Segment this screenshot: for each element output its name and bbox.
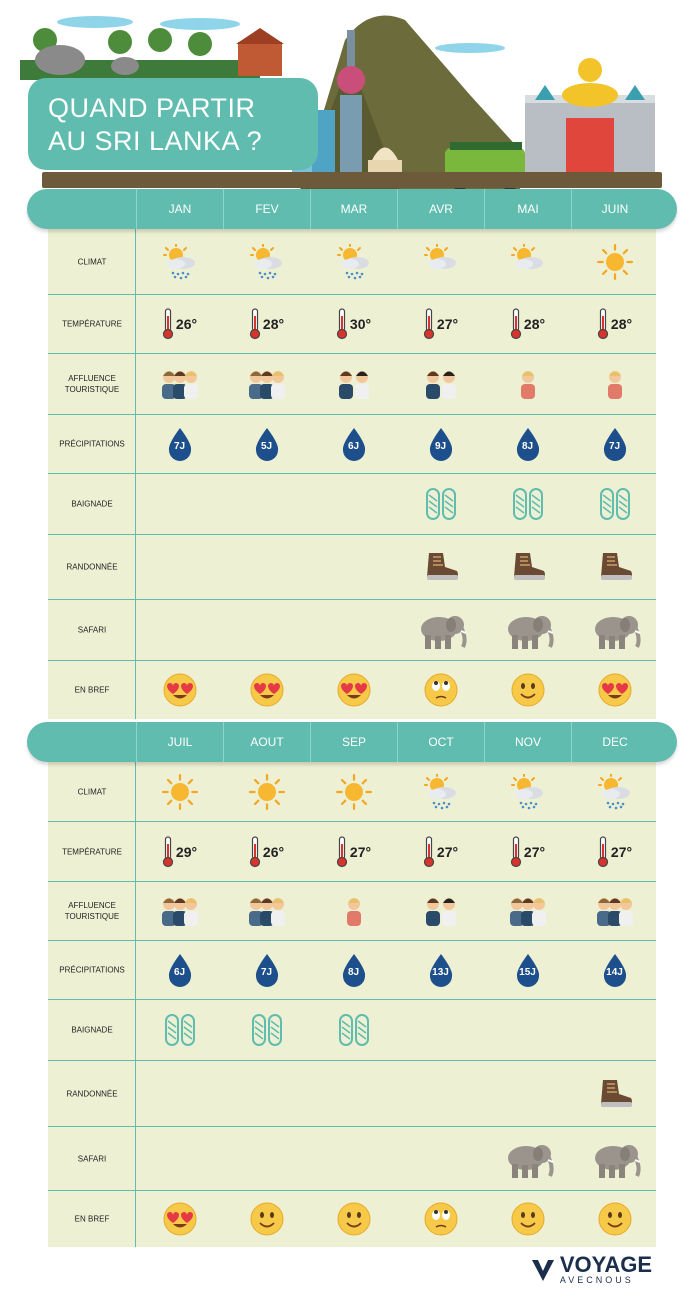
rain-drop-icon xyxy=(254,427,280,461)
cell-temperature xyxy=(397,295,484,353)
rain-days-value: 6J xyxy=(347,441,360,452)
flip-flops-icon xyxy=(571,474,658,534)
cell-precipitations xyxy=(136,415,223,473)
cell-precipitations xyxy=(571,415,658,473)
cell-baignade xyxy=(223,474,310,534)
elephant-icon xyxy=(397,600,484,660)
cell-safari xyxy=(223,600,310,660)
elephant-icon xyxy=(484,1127,571,1190)
cell-safari xyxy=(310,600,397,660)
sun-cloud-rain-icon xyxy=(397,762,484,821)
calendar-table xyxy=(48,742,656,1247)
cell-randonnee xyxy=(223,535,310,599)
temperature-value: 27° xyxy=(349,843,372,860)
temperature-value: 26° xyxy=(175,316,198,332)
logo-v-icon xyxy=(530,1257,556,1283)
cell-temperature xyxy=(223,295,310,353)
temperature-value: 26° xyxy=(262,843,285,860)
cell-temperature xyxy=(310,822,397,881)
table-row-precipitations xyxy=(48,941,656,1000)
flip-flops-icon xyxy=(397,474,484,534)
rain-drop-icon xyxy=(167,427,193,461)
eye-roll-icon xyxy=(397,661,484,719)
crowd-icon xyxy=(397,882,484,940)
row-label: CLIMAT xyxy=(77,787,107,796)
logo-sub: AVECNOUS xyxy=(559,1275,634,1285)
month-header-band xyxy=(27,722,677,762)
crowd-icon xyxy=(136,354,223,414)
cell-baignade xyxy=(397,1000,484,1060)
smile-icon xyxy=(571,1191,658,1247)
table-row-climat xyxy=(48,762,656,822)
cell-temperature xyxy=(397,822,484,881)
table-row-affluence xyxy=(48,882,656,941)
rain-drop-icon xyxy=(602,953,628,987)
flip-flops-icon xyxy=(310,1000,397,1060)
month-header: MAR xyxy=(310,189,397,229)
hiking-boot-icon xyxy=(571,1061,658,1126)
cell-precipitations xyxy=(310,415,397,473)
heart-eyes-icon xyxy=(136,1191,223,1247)
flip-flops-icon xyxy=(484,474,571,534)
month-header: SEP xyxy=(310,722,397,762)
rain-days-value: 15J xyxy=(519,967,536,978)
sun-icon xyxy=(223,762,310,821)
crowd-icon xyxy=(310,354,397,414)
sun-cloud-icon xyxy=(484,229,571,294)
crowd-icon xyxy=(571,354,658,414)
elephant-icon xyxy=(571,600,658,660)
thermometer-icon xyxy=(249,308,261,340)
temperature-value: 28° xyxy=(610,316,633,332)
cell-baignade xyxy=(310,474,397,534)
sun-icon xyxy=(136,762,223,821)
title-line-1: QUAND PARTIR xyxy=(48,93,256,123)
row-label: SAFARI xyxy=(77,625,107,635)
sun-cloud-rain-icon xyxy=(223,229,310,294)
row-label: PRÉCIPITATIONS xyxy=(59,965,125,975)
month-header: JUIL xyxy=(136,722,223,762)
sun-icon xyxy=(571,229,658,294)
table-row-en_bref xyxy=(48,1191,656,1247)
sun-icon xyxy=(310,762,397,821)
sun-cloud-rain-icon xyxy=(310,229,397,294)
cell-precipitations xyxy=(310,941,397,999)
table-row-temperature xyxy=(48,295,656,354)
table-row-baignade xyxy=(48,1000,656,1061)
hiking-boot-icon xyxy=(571,535,658,599)
row-label: BAIGNADE xyxy=(71,499,113,509)
month-header: NOV xyxy=(484,722,571,762)
cell-baignade xyxy=(136,474,223,534)
crowd-icon xyxy=(484,882,571,940)
hiking-boot-icon xyxy=(397,535,484,599)
rain-drop-icon xyxy=(602,427,628,461)
ground-strip xyxy=(42,172,662,188)
table-row-randonnee xyxy=(48,1061,656,1127)
row-label: TEMPÉRATURE xyxy=(62,847,122,856)
cell-precipitations xyxy=(484,415,571,473)
cell-safari xyxy=(397,1127,484,1190)
table-row-precipitations xyxy=(48,415,656,474)
cell-precipitations xyxy=(223,415,310,473)
rain-drop-icon xyxy=(515,427,541,461)
month-header: DEC xyxy=(571,722,658,762)
cell-randonnee xyxy=(310,535,397,599)
cell-precipitations xyxy=(397,941,484,999)
temperature-value: 28° xyxy=(523,316,546,332)
cell-safari xyxy=(136,1127,223,1190)
crowd-icon xyxy=(397,354,484,414)
month-header: JAN xyxy=(136,189,223,229)
table-row-affluence xyxy=(48,354,656,415)
rain-days-value: 5J xyxy=(260,441,273,452)
elephant-icon xyxy=(484,600,571,660)
header-illustration xyxy=(0,0,700,190)
temperature-value: 28° xyxy=(262,316,285,332)
rain-days-value: 7J xyxy=(608,441,621,452)
temperature-value: 29° xyxy=(175,843,198,860)
smile-icon xyxy=(484,1191,571,1247)
logo xyxy=(530,1252,652,1285)
rain-days-value: 6J xyxy=(173,967,186,978)
rain-drop-icon xyxy=(515,953,541,987)
rain-drop-icon xyxy=(341,953,367,987)
heart-eyes-icon xyxy=(310,661,397,719)
rain-days-value: 7J xyxy=(173,441,186,452)
sun-cloud-rain-icon xyxy=(571,762,658,821)
row-label: RANDONNÉE xyxy=(66,1089,118,1098)
crowd-icon xyxy=(571,882,658,940)
temperature-value: 27° xyxy=(436,316,459,332)
table-row-baignade xyxy=(48,474,656,535)
rain-drop-icon xyxy=(167,953,193,987)
thermometer-icon xyxy=(597,836,609,868)
row-label: RANDONNÉE xyxy=(66,562,118,572)
table-row-safari xyxy=(48,1127,656,1191)
month-header: AOUT xyxy=(223,722,310,762)
smile-icon xyxy=(223,1191,310,1247)
hiking-boot-icon xyxy=(484,535,571,599)
row-label: CLIMAT xyxy=(77,257,107,266)
table-row-randonnee xyxy=(48,535,656,600)
cell-randonnee xyxy=(136,1061,223,1126)
title-line-2: AU SRI LANKA ? xyxy=(48,126,263,156)
rain-days-value: 8J xyxy=(521,441,534,452)
heart-eyes-icon xyxy=(223,661,310,719)
sun-cloud-rain-icon xyxy=(484,762,571,821)
crowd-icon xyxy=(136,882,223,940)
table-row-safari xyxy=(48,600,656,661)
cell-safari xyxy=(223,1127,310,1190)
row-label: PRÉCIPITATIONS xyxy=(59,439,125,449)
cell-randonnee xyxy=(310,1061,397,1126)
month-header: OCT xyxy=(397,722,484,762)
thermometer-icon xyxy=(162,308,174,340)
heart-eyes-icon xyxy=(571,661,658,719)
row-label: TEMPÉRATURE xyxy=(62,319,122,329)
cell-safari xyxy=(310,1127,397,1190)
crowd-icon xyxy=(310,882,397,940)
table-row-en_bref xyxy=(48,661,656,719)
flip-flops-icon xyxy=(223,1000,310,1060)
row-label: AFFLUENCE TOURISTIQUE xyxy=(64,901,120,921)
rain-drop-icon xyxy=(428,427,454,461)
smile-icon xyxy=(310,1191,397,1247)
cell-precipitations xyxy=(571,941,658,999)
thermometer-icon xyxy=(423,836,435,868)
rain-days-value: 9J xyxy=(434,441,447,452)
temperature-value: 27° xyxy=(523,843,546,860)
month-header: MAI xyxy=(484,189,571,229)
month-header-band xyxy=(27,189,677,229)
logo-name: VOYAGE xyxy=(559,1252,652,1277)
heart-eyes-icon xyxy=(136,661,223,719)
cell-temperature xyxy=(484,822,571,881)
eye-roll-icon xyxy=(397,1191,484,1247)
sun-cloud-rain-icon xyxy=(136,229,223,294)
cell-temperature xyxy=(310,295,397,353)
cell-baignade xyxy=(571,1000,658,1060)
temperature-value: 27° xyxy=(436,843,459,860)
thermometer-icon xyxy=(162,836,174,868)
rain-days-value: 7J xyxy=(260,967,273,978)
cell-temperature xyxy=(571,822,658,881)
cell-precipitations xyxy=(484,941,571,999)
row-label: EN BREF xyxy=(74,685,110,695)
temperature-value: 27° xyxy=(610,843,633,860)
rain-drop-icon xyxy=(428,953,454,987)
rain-days-value: 8J xyxy=(347,967,360,978)
cell-randonnee xyxy=(484,1061,571,1126)
rain-days-value: 14J xyxy=(606,967,623,978)
cell-precipitations xyxy=(136,941,223,999)
cell-temperature xyxy=(136,295,223,353)
row-label: AFFLUENCE TOURISTIQUE xyxy=(64,374,120,394)
thermometer-icon xyxy=(423,308,435,340)
elephant-icon xyxy=(571,1127,658,1190)
crowd-icon xyxy=(223,354,310,414)
rain-drop-icon xyxy=(254,953,280,987)
temperature-value: 30° xyxy=(349,316,372,332)
month-header: FEV xyxy=(223,189,310,229)
crowd-icon xyxy=(223,882,310,940)
table-row-climat xyxy=(48,229,656,295)
cell-temperature xyxy=(223,822,310,881)
month-header: JUIN xyxy=(571,189,658,229)
month-header: AVR xyxy=(397,189,484,229)
thermometer-icon xyxy=(597,308,609,340)
thermometer-icon xyxy=(510,308,522,340)
cell-baignade xyxy=(484,1000,571,1060)
cell-precipitations xyxy=(223,941,310,999)
cell-randonnee xyxy=(136,535,223,599)
crowd-icon xyxy=(484,354,571,414)
smile-icon xyxy=(484,661,571,719)
thermometer-icon xyxy=(510,836,522,868)
thermometer-icon xyxy=(336,308,348,340)
thermometer-icon xyxy=(249,836,261,868)
title-box xyxy=(28,78,318,170)
sun-cloud-icon xyxy=(397,229,484,294)
rain-drop-icon xyxy=(341,427,367,461)
cell-temperature xyxy=(484,295,571,353)
row-label: SAFARI xyxy=(77,1154,107,1163)
cell-temperature xyxy=(136,822,223,881)
row-label: EN BREF xyxy=(74,1214,110,1224)
calendar-table xyxy=(48,209,656,719)
cell-randonnee xyxy=(397,1061,484,1126)
flip-flops-icon xyxy=(136,1000,223,1060)
cell-precipitations xyxy=(397,415,484,473)
cell-randonnee xyxy=(223,1061,310,1126)
thermometer-icon xyxy=(336,836,348,868)
rain-days-value: 13J xyxy=(432,967,449,978)
cell-safari xyxy=(136,600,223,660)
table-row-temperature xyxy=(48,822,656,882)
cell-temperature xyxy=(571,295,658,353)
row-label: BAIGNADE xyxy=(71,1025,113,1035)
